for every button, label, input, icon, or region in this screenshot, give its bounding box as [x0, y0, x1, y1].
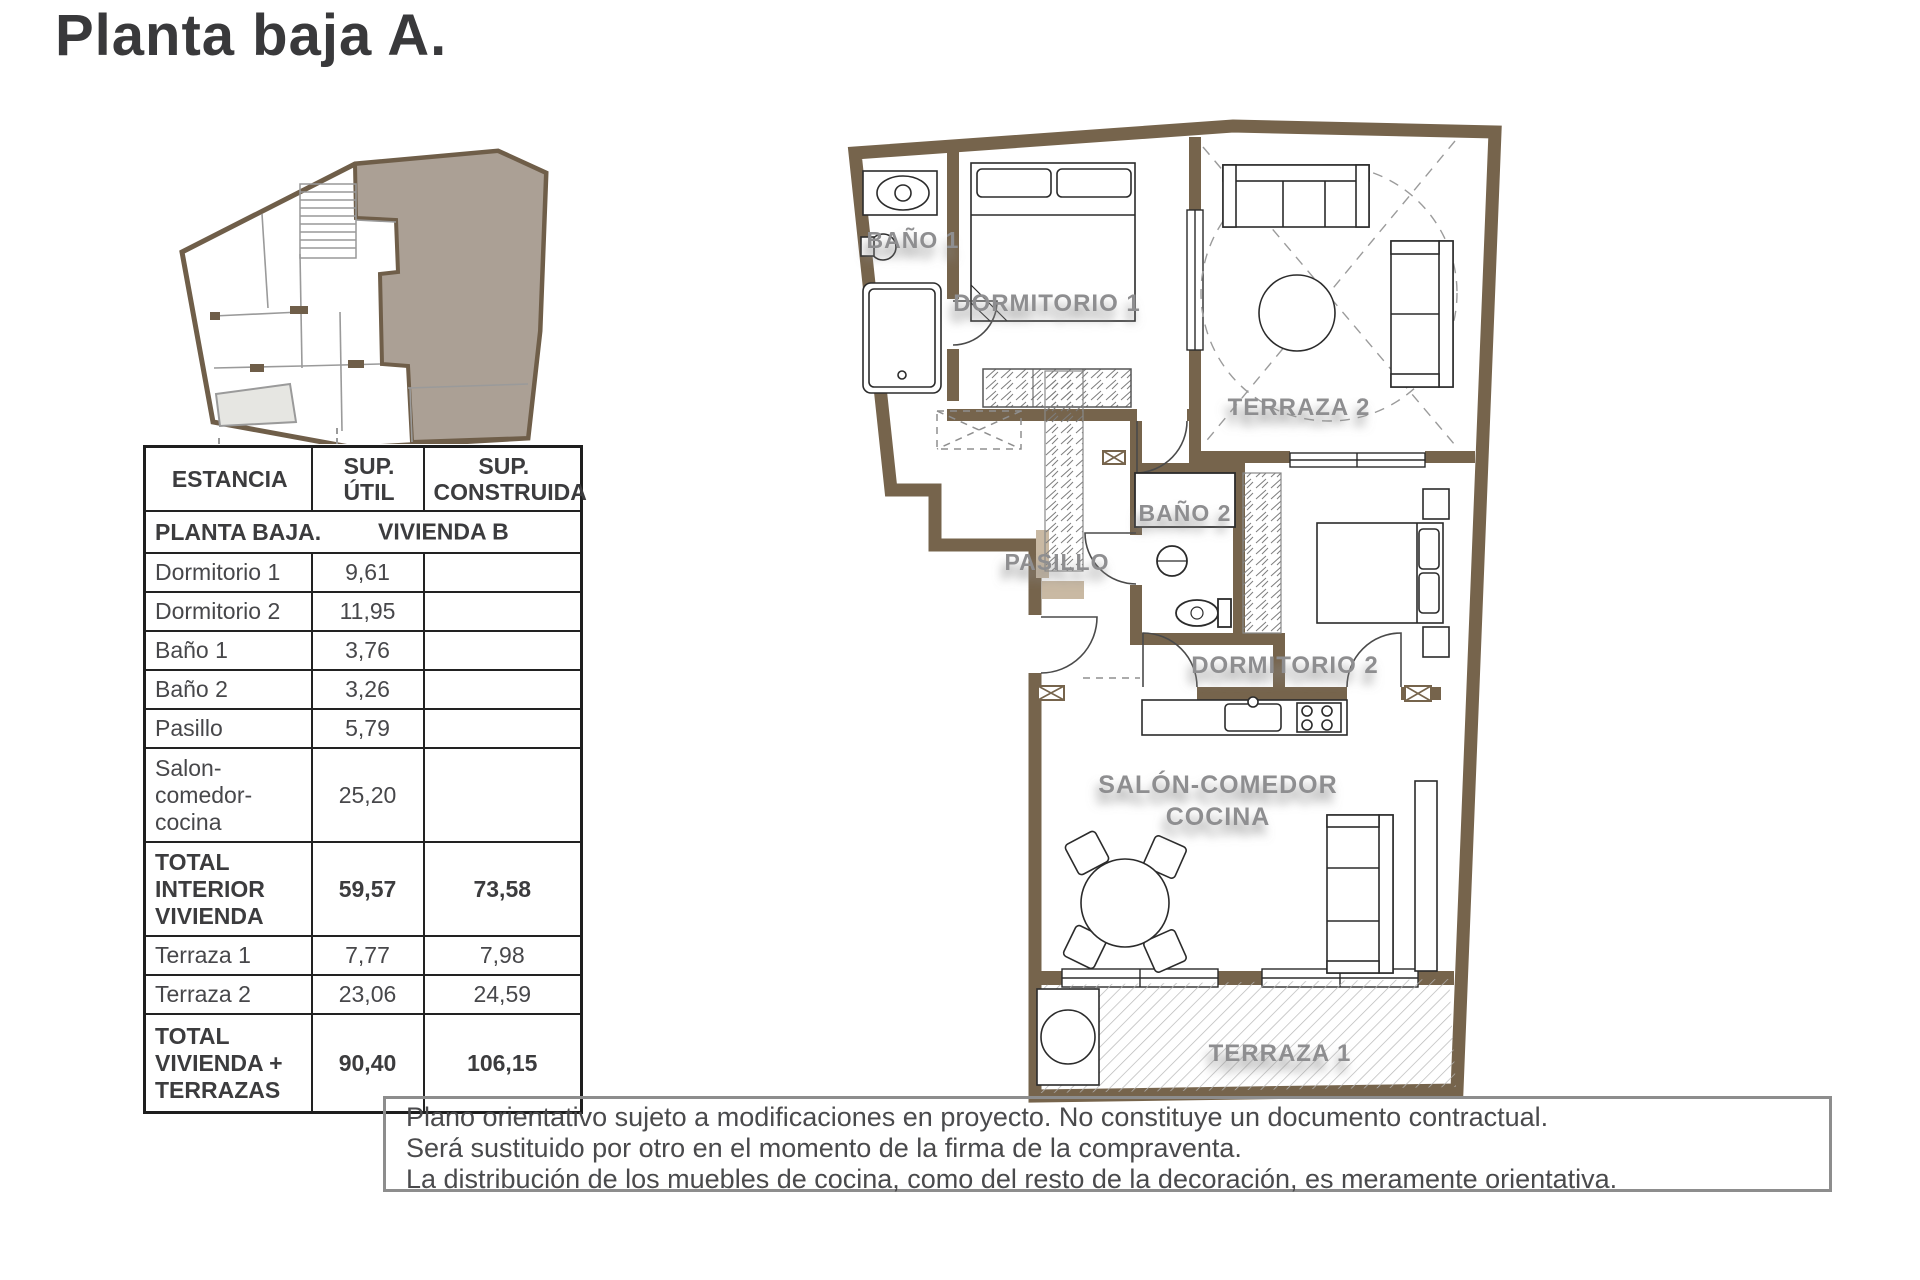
table-row — [145, 936, 582, 975]
row-label: Dormitorio 1 — [145, 553, 312, 592]
row-label: Baño 2 — [145, 670, 312, 709]
table-row — [145, 975, 582, 1014]
header-sup-construida: SUP. CONSTRUIDA — [424, 447, 582, 512]
row-construida — [424, 748, 582, 842]
sofa-icon — [1327, 815, 1393, 973]
label-terraza1: TERRAZA 1 — [1208, 1040, 1352, 1067]
row-label: TOTAL VIVIENDA + TERRAZAS — [145, 1014, 312, 1113]
section-left: PLANTA BAJA. — [155, 518, 322, 545]
row-construida: 106,15 — [424, 1014, 582, 1113]
row-label: Salon-comedor-cocina — [145, 748, 312, 842]
row-construida — [424, 592, 582, 631]
floor-plan — [835, 115, 1515, 1110]
row-util: 9,61 — [312, 553, 424, 592]
label-terraza2: TERRAZA 2 — [1227, 394, 1371, 421]
area-table — [143, 445, 587, 1114]
row-construida — [424, 709, 582, 748]
row-util: 25,20 — [312, 748, 424, 842]
terraza2-table-icon — [1259, 275, 1335, 351]
row-label: Terraza 2 — [145, 975, 312, 1014]
row-construida: 73,58 — [424, 842, 582, 936]
table-row — [145, 553, 582, 592]
page-title: Planta baja A. — [55, 3, 448, 68]
label-salon-line2: COCINA — [1165, 803, 1271, 831]
pasillo-wardrobe-icon — [1045, 371, 1083, 571]
section-right: VIVIENDA B — [378, 518, 509, 545]
table-row — [145, 592, 582, 631]
wardrobe2-icon — [1243, 473, 1281, 633]
table-row — [145, 748, 582, 842]
table-row — [145, 709, 582, 748]
row-label: Baño 1 — [145, 631, 312, 670]
row-util: 3,76 — [312, 631, 424, 670]
row-util: 23,06 — [312, 975, 424, 1014]
row-util: 5,79 — [312, 709, 424, 748]
table-row — [145, 631, 582, 670]
disclaimer-line: Será sustituido por otro en el momento de la firma de la compraventa. — [406, 1133, 1242, 1163]
row-label: Pasillo — [145, 709, 312, 748]
row-construida — [424, 631, 582, 670]
row-label: Terraza 1 — [145, 936, 312, 975]
label-pasillo: PASILLO — [1004, 549, 1110, 575]
disclaimer-line: Plano orientativo sujeto a modificaciones en proyecto. No constituye un documento contractual. — [406, 1102, 1549, 1132]
row-construida — [424, 553, 582, 592]
label-salon-line1: SALÓN-COMEDOR — [1098, 771, 1338, 799]
label-dormitorio1: DORMITORIO 1 — [953, 290, 1141, 317]
disclaimer-line: La distribución de los muebles de cocina, como del resto de la decoración, es meramente orientativa. — [406, 1164, 1618, 1194]
row-util: 3,26 — [312, 670, 424, 709]
table-row-total-interior — [145, 842, 582, 936]
row-label: Dormitorio 2 — [145, 592, 312, 631]
header-estancia: ESTANCIA — [145, 447, 312, 512]
terraza1-table-icon — [1037, 989, 1099, 1085]
row-util: 90,40 — [312, 1014, 424, 1113]
kitchen-counter-icon — [1142, 697, 1347, 735]
label-dormitorio2: DORMITORIO 2 — [1191, 652, 1379, 679]
row-util: 59,57 — [312, 842, 424, 936]
table-row — [145, 670, 582, 709]
row-construida: 24,59 — [424, 975, 582, 1014]
row-util: 7,77 — [312, 936, 424, 975]
sideboard-icon — [1415, 781, 1437, 971]
disclaimer-box — [383, 1096, 1832, 1192]
row-construida: 7,98 — [424, 936, 582, 975]
label-bano1: BAÑO 1 — [866, 227, 960, 253]
row-util: 11,95 — [312, 592, 424, 631]
key-plan — [150, 126, 570, 444]
table-section-row — [145, 511, 582, 553]
label-bano2: BAÑO 2 — [1138, 500, 1232, 526]
row-construida — [424, 670, 582, 709]
row-label: TOTAL INTERIOR VIVIENDA — [145, 842, 312, 936]
terraza1-hatch — [1037, 979, 1456, 1093]
header-sup-util: SUP. ÚTIL — [312, 447, 424, 512]
table-header-row — [145, 447, 582, 512]
